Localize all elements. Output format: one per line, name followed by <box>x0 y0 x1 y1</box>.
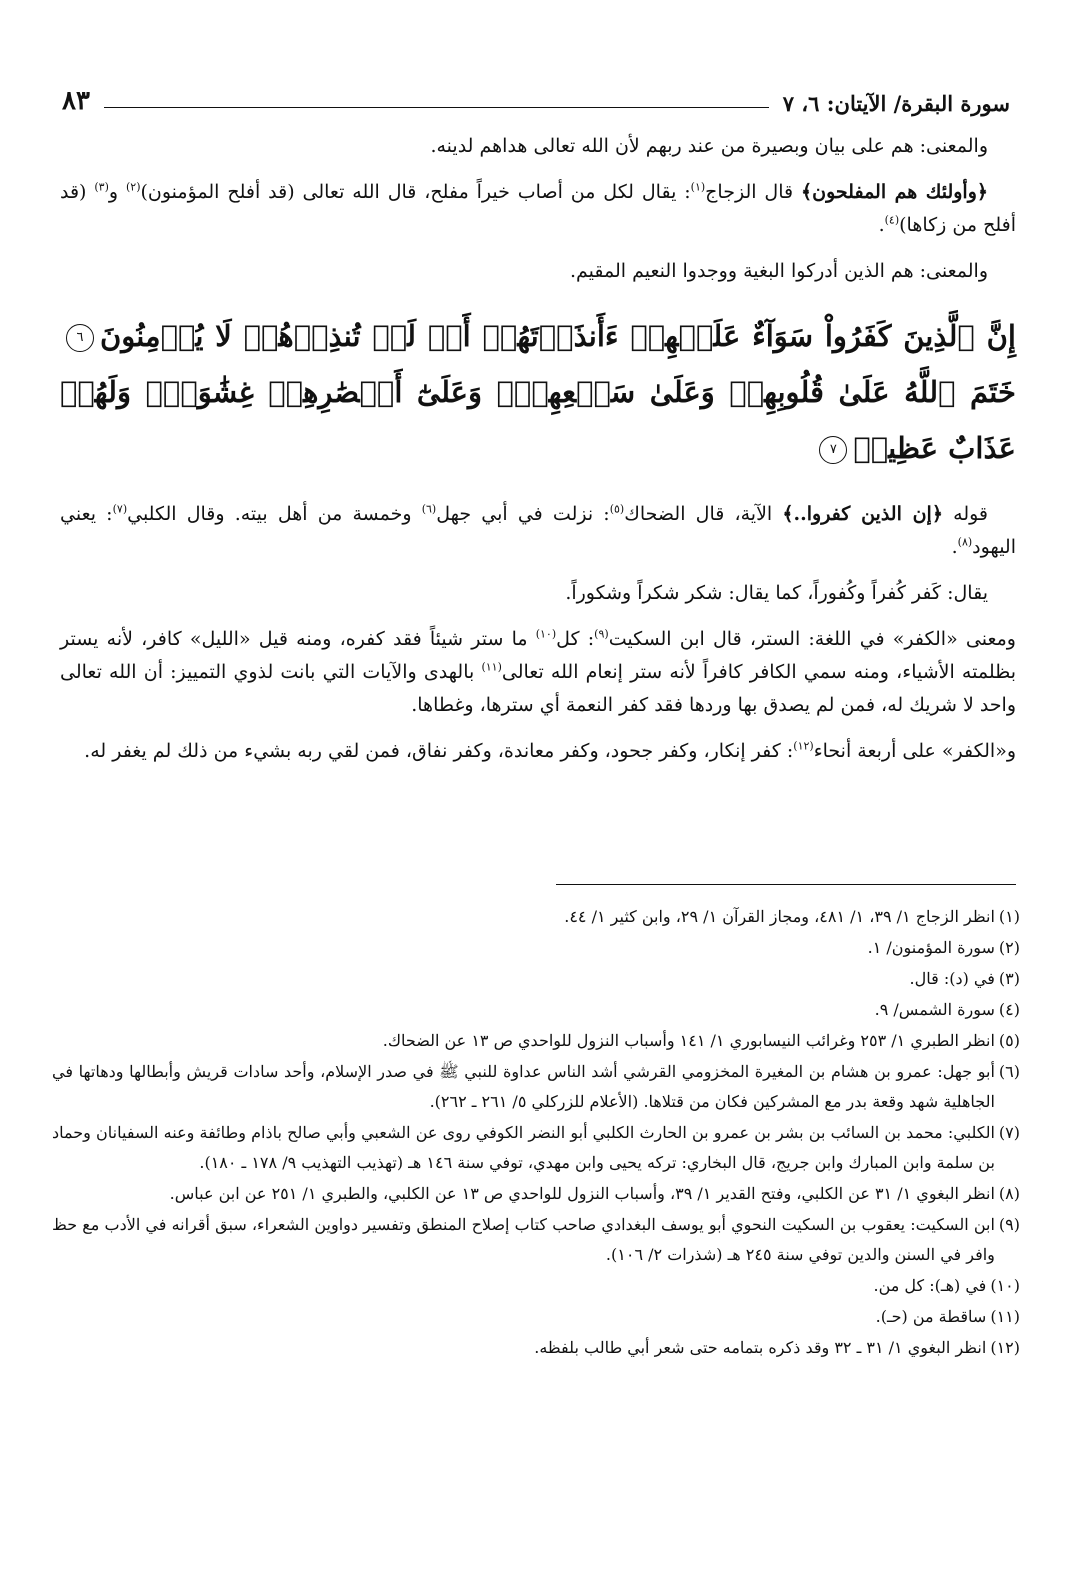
footnote-ref[interactable]: (١) <box>690 180 706 194</box>
verse-text-1: إِنَّ ٱلَّذِينَ كَفَرُواْ سَوَآءٌ عَلَيۡهِمۡ ءَأَنذَرۡتَهُمۡ أَمۡ لَمۡ تُنذِرۡهُمۡ لَا يُؤۡمِنُونَ <box>100 319 1016 353</box>
text-run: قوله <box>942 503 989 525</box>
text-run: ما ستر شيئاً فقد كفره، ومنه قيل «الليل» كافر، لأنه يستر بظلمته الأشياء، ومنه سمي الكافر كافراً لأنه ستر إنعام الله تعالى <box>60 628 1016 683</box>
footnote-item <box>52 1026 1020 1056</box>
paragraph-2 <box>60 176 1016 242</box>
footnote-text: انظر الطبري ١/ ٢٥٣ وغرائب النيسابوري ١/ ١٤١ وأسباب النزول للواحدي ص ١٣ عن الضحاك. <box>382 1031 995 1050</box>
verse-text-2: خَتَمَ ٱللَّهُ عَلَىٰ قُلُوبِهِمۡ وَعَلَىٰ سَمۡعِهِمۡۖ وَعَلَىٰٓ أَبۡصَٰرِهِمۡ غِشَٰوَةٞۖ وَلَهُمۡ عَذَابٌ عَظِيمٞ <box>60 375 1016 465</box>
text-run: : كل <box>556 628 595 650</box>
footnote-text: سورة الشمس/ ٩. <box>874 1000 995 1019</box>
footnote-text: أبو جهل: عمرو بن هشام بن المغيرة المخزومي القرشي أشد الناس عداوة للنبي ﷺ في صدر الإسلام، وأحد سادات قريش وأبطالها ودهاتها في الجاهلية شهد وقعة بدر مع المشركين فكان من قتلاها. (الأعلام للزركلي ٥/ ٢٦١ ـ ٢٦٢). <box>52 1062 995 1111</box>
footnote-number: (٦) <box>998 1062 1020 1081</box>
footnote-item <box>52 995 1020 1025</box>
ayah-number-marker: ٧ <box>819 436 847 464</box>
text-run: : يعني اليهود <box>60 503 1016 558</box>
text-run: الآية، قال الضحاك <box>624 503 783 525</box>
footnote-item <box>52 1271 1020 1301</box>
page-number: ٨٣ <box>62 86 90 116</box>
footnote-ref[interactable]: (٩) <box>594 627 609 641</box>
footnote-item <box>52 902 1020 932</box>
footnote-item <box>52 1118 1020 1178</box>
footnote-text: سورة المؤمنون/ ١. <box>867 938 995 957</box>
footnote-item <box>52 1333 1020 1363</box>
footnote-item <box>52 1057 1020 1117</box>
text-run: . <box>878 214 885 236</box>
quran-verse <box>60 308 1016 476</box>
header-rule <box>104 107 769 108</box>
footnote-number: (١١) <box>990 1307 1020 1326</box>
footnote-number: (٧) <box>998 1123 1020 1142</box>
footnote-number: (٨) <box>998 1184 1020 1203</box>
footnote-item <box>52 1210 1020 1270</box>
footnote-text: انظر البغوي ١/ ٣١ عن الكلبي، وفتح القدير ١/ ٣٩، وأسباب النزول للواحدي ص ١٣ عن الكلبي، والطبري ١/ ٢٥١ عن ابن عباس. <box>169 1184 995 1203</box>
footnote-item <box>52 964 1020 994</box>
paragraph-4 <box>60 498 1016 564</box>
text-run: بالهدى والآيات التي بانت لذوي التمييز: أن الله تعالى واحد لا شريك له، فمن لم يصدق بها وردها فقد كفر النعمة أي سترها، وغطاها. <box>60 661 1016 716</box>
footnote-item <box>52 1302 1020 1332</box>
footnote-text: ساقطة من (حـ). <box>875 1307 987 1326</box>
footnote-ref[interactable]: (١١) <box>481 660 502 674</box>
footnote-ref[interactable]: (٣) <box>94 180 109 194</box>
ayah-number-marker: ٦ <box>66 324 94 352</box>
text-run: ومعنى «الكفر» في اللغة: الستر، قال ابن السكيت <box>608 628 1016 650</box>
text-run: قال الزجاج <box>705 181 801 203</box>
text-run: و <box>108 181 126 203</box>
quran-quote: ﴿إن الذين كفروا..﴾ <box>782 503 943 525</box>
footnote-ref[interactable]: (٢) <box>125 180 141 194</box>
footnote-text: انظر البغوي ١/ ٣١ ـ ٣٢ وقد ذكره بتمامه حتى شعر أبي طالب بلفظه. <box>534 1338 987 1357</box>
paragraph-5: يقال: كَفر كُفراً وكُفوراً، كما يقال: شكر شكراً وشكوراً. <box>565 582 988 604</box>
footnote-ref[interactable]: (٥) <box>609 502 625 516</box>
paragraph-6 <box>60 623 1016 722</box>
footnote-number: (٥) <box>998 1031 1020 1050</box>
text-run: . <box>951 536 958 558</box>
footnote-number: (١٠) <box>990 1276 1020 1295</box>
footnote-text: في (هـ): كل من. <box>873 1276 987 1295</box>
text-run: : يقال لكل من أصاب خيراً مفلح، قال الله تعالى (قد أفلح المؤمنون) <box>140 181 691 203</box>
footnote-ref[interactable]: (٨) <box>957 535 973 549</box>
paragraph-7 <box>60 735 1016 768</box>
footnote-item <box>52 1179 1020 1209</box>
text-run: و«الكفر» على أربعة أنحاء <box>813 740 1016 762</box>
footnote-ref[interactable]: (٤) <box>884 213 900 227</box>
footnotes-list <box>52 902 1020 1364</box>
footnote-text: في (د): قال. <box>909 969 995 988</box>
main-text <box>60 130 1016 781</box>
footnote-number: (٣) <box>998 969 1020 988</box>
text-run: : كفر إنكار، وكفر جحود، وكفر معاندة، وكفر نفاق، فمن لقي ربه بشيء من ذلك لم يغفر له. <box>84 740 794 762</box>
paragraph-3: والمعنى: هم الذين أدركوا البغية ووجدوا النعيم المقيم. <box>570 260 988 282</box>
footnote-ref[interactable]: (١٢) <box>793 739 814 753</box>
footnote-number: (١) <box>998 907 1020 926</box>
footnote-text: ابن السكيت: يعقوب بن السكيت النحوي أبو يوسف البغدادي صاحب كتاب إصلاح المنطق وتفسير دواوين الشعراء، سبق أقرانه في الأدب مع حظ وافر في السنن والدين توفي سنة ٢٤٥ هـ (شذرات ٢/ ١٠٦). <box>52 1215 995 1264</box>
footnote-item <box>52 933 1020 963</box>
text-run: (قد أفلح من زكاها) <box>60 181 1016 236</box>
footnote-number: (١٢) <box>990 1338 1020 1357</box>
footnote-separator <box>556 884 1016 885</box>
footnote-number: (٢) <box>998 938 1020 957</box>
text-run: وخمسة من أهل بيته. وقال الكلبي <box>127 503 422 525</box>
footnote-number: (٩) <box>998 1215 1020 1234</box>
footnote-ref[interactable]: (٧) <box>112 502 128 516</box>
paragraph-1: والمعنى: هم على بيان وبصيرة من عند ربهم لأن الله تعالى هداهم لدينه. <box>430 135 988 157</box>
footnote-ref[interactable]: (٦) <box>421 502 437 516</box>
text-run: : نزلت في أبي جهل <box>436 503 610 525</box>
footnote-number: (٤) <box>998 1000 1020 1019</box>
quran-quote: ﴿وأولئك هم المفلحون﴾ <box>801 181 989 203</box>
footnote-text: انظر الزجاج ١/ ٣٩، ١/ ٤٨١، ومجاز القرآن ١/ ٢٩، وابن كثير ١/ ٤٤. <box>564 907 995 926</box>
running-header <box>62 76 1010 116</box>
footnote-ref[interactable]: (١٠) <box>535 627 557 641</box>
surah-title: سورة البقرة/ الآيتان: ٦، ٧ <box>782 91 1010 116</box>
footnote-text: الكلبي: محمد بن السائب بن بشر بن عمرو بن الحارث الكلبي أبو النضر الكوفي روى عن الشعبي وأبي صالح باذام وطائفة وعنه السفيانان وحماد بن سلمة وابن المبارك وابن جريج، قال البخاري: تركه يحيى وابن مهدي، توفي سنة ١٤٦ هـ (تهذيب التهذيب ٩/ ١٧٨ ـ ١٨٠). <box>52 1123 995 1172</box>
